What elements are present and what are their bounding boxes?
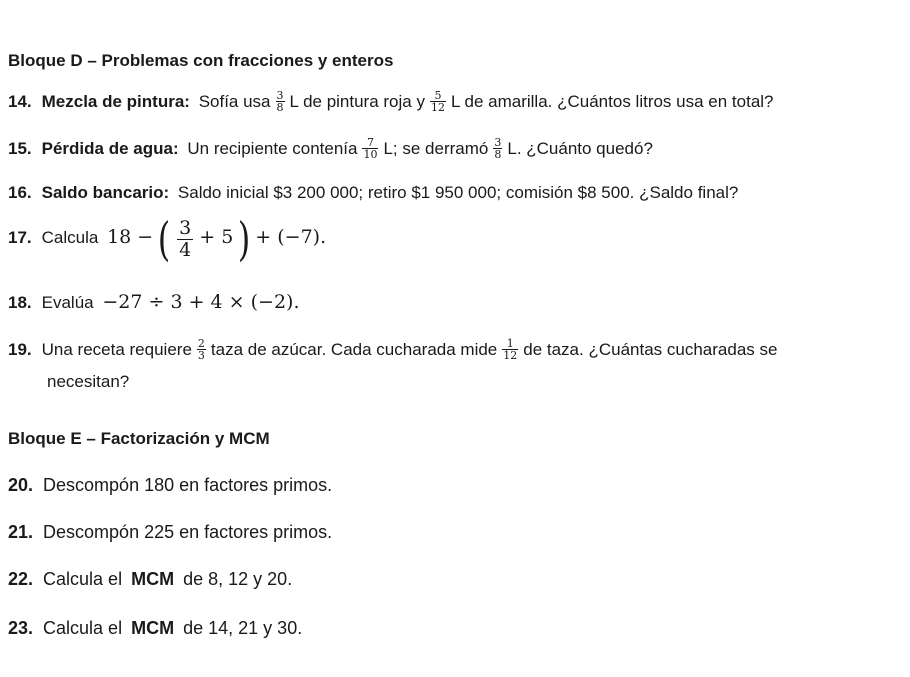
problem-text: L; se derramó [383, 138, 489, 158]
problem-22 [8, 569, 294, 590]
math-expression: −27 ÷ 3 + 4 × (−2). [102, 291, 300, 313]
problem-text: de 14, 21 y 30. [183, 618, 303, 638]
problem-text: Calcula el [43, 618, 123, 638]
problem-19-continuation: necesitan? [47, 372, 130, 391]
fraction: $\frac{1}{12}$ [503, 337, 518, 362]
problem-text: taza de azúcar. Cada cucharada mide [210, 339, 498, 359]
problem-text: L. ¿Cuánto quedó? [507, 138, 653, 158]
problem-label: Mezcla de pintura: [41, 91, 190, 111]
problem-text: Una receta requiere [41, 339, 192, 359]
problem-number: 23. [8, 618, 34, 638]
problem-text: Calcula el [43, 569, 123, 589]
fraction: $\frac{2}{3}$ [197, 337, 205, 362]
problem-text: de taza. ¿Cuántas cucharadas se [523, 339, 778, 359]
fraction: $\frac{7}{10}$ [363, 136, 378, 161]
problem-text: Descompón 225 en factores primos. [43, 522, 333, 542]
problem-text: Calcula [41, 228, 99, 248]
problem-15 [8, 138, 655, 161]
math-expression: + 5 [199, 226, 234, 249]
section-heading-e: Bloque E – Factorización y MCM [8, 429, 270, 448]
problem-19 [8, 339, 779, 362]
problem-number: 18. [8, 293, 32, 312]
section-heading-d: Bloque D – Problemas con fracciones y enteros [8, 51, 394, 70]
problem-text: Un recipiente contenía [187, 138, 358, 158]
problem-label: Pérdida de agua: [41, 138, 179, 158]
problem-label: Saldo bancario: [41, 183, 170, 202]
open-paren: ( [157, 212, 171, 266]
math-expression: 18 − [107, 226, 154, 249]
emphasis-mcm: MCM [131, 569, 175, 589]
problem-text: L de pintura roja y [289, 91, 425, 111]
problem-number: 14. [8, 91, 32, 111]
problem-text: de 8, 12 y 20. [183, 569, 293, 589]
problem-18 [8, 291, 302, 313]
problem-text: L de amarilla. ¿Cuántos litros usa en total? [450, 91, 774, 111]
problem-16 [8, 183, 740, 203]
problem-14 [8, 91, 776, 114]
problem-21 [8, 522, 334, 543]
problem-number: 20. [8, 475, 34, 495]
problem-number: 16. [8, 183, 32, 202]
problem-23 [8, 618, 304, 639]
emphasis-mcm: MCM [131, 618, 175, 638]
fraction: $\frac{3}{8}$ [276, 89, 284, 114]
problem-text: Descompón 180 en factores primos. [43, 475, 333, 495]
problem-text: Sofía usa [198, 91, 271, 111]
problem-number: 17. [8, 228, 32, 248]
problem-number: 15. [8, 138, 32, 158]
problem-text: Evalúa [41, 293, 94, 312]
problem-number: 21. [8, 522, 34, 542]
fraction: $\frac{5}{12}$ [430, 89, 445, 114]
problem-number: 22. [8, 569, 34, 589]
problem-20 [8, 475, 334, 496]
fraction: $\frac{3}{8}$ [494, 136, 502, 161]
close-paren: ) [238, 212, 251, 266]
fraction: $\frac{3}{4}$ [179, 216, 192, 261]
problem-number: 19. [8, 339, 32, 359]
problem-17 [8, 212, 328, 266]
math-expression: + (−7). [255, 226, 327, 249]
problem-text: Saldo inicial $3 200 000; retiro $1 950 000; comisión $8 500. ¿Saldo final? [177, 183, 739, 202]
